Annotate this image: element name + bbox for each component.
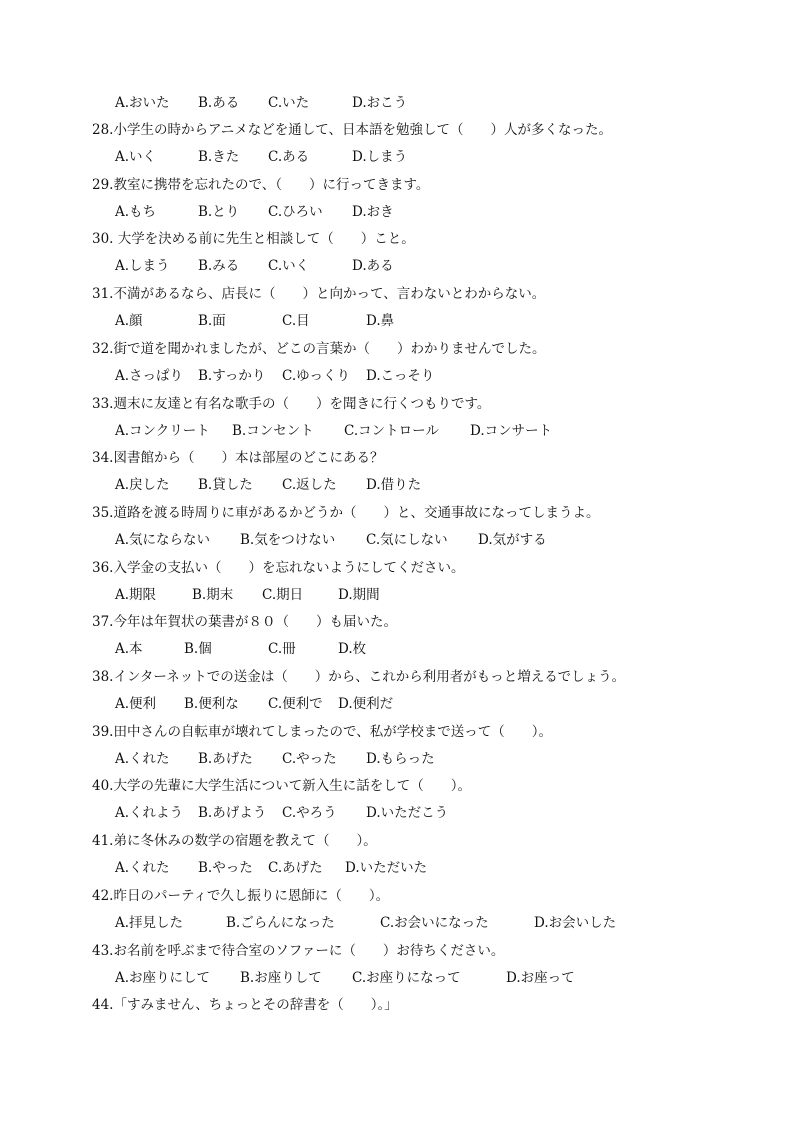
option-b: B.お座りして: [240, 969, 322, 986]
question-stem: 29.教室に携帯を忘れたので、（ ）に行ってきます。: [92, 176, 430, 193]
option-d: D.借りた: [366, 477, 422, 494]
question-stem: 38.インターネットでの送金は（ ）から、これから利用者がもっと増えるでしょう。: [92, 669, 626, 685]
question-stem: 36.入学金の支払い（ ）を忘れないようにしてください。: [92, 559, 465, 576]
option-c: C.返した: [282, 477, 337, 494]
option-a: A.もち: [115, 203, 157, 220]
option-b: B.やった: [198, 860, 253, 877]
option-c: C.ゆっくり: [282, 367, 351, 384]
question-stem: 32.街で道を聞かれましたが、どこの言葉か（ ）わかりませんでした。: [92, 340, 546, 357]
option-c: C.冊: [268, 641, 296, 658]
option-c: C.お会いになった: [380, 914, 489, 931]
question-stem: 42.昨日のパーティで久し振りに恩師に（ ）。: [92, 887, 390, 904]
option-b: B.気をつけない: [240, 531, 336, 548]
option-c: C.いた: [268, 95, 310, 111]
option-b: B.あげよう: [198, 805, 267, 822]
option-d: D.枚: [338, 641, 367, 658]
question-stem: 33.週末に友達と有名な歌手の（ ）を聞きに行くつもりです。: [92, 395, 491, 412]
option-d: D.いただこう: [366, 805, 449, 822]
option-a: A.くれた: [115, 750, 170, 767]
option-d: D.気がする: [478, 531, 547, 548]
question-stem: 41.弟に冬休みの数学の宿題を教えて（ ）。: [92, 833, 377, 850]
option-c: C.あげた: [268, 860, 323, 877]
option-c: C.いく: [268, 258, 310, 275]
option-c: C.目: [282, 313, 310, 330]
option-b: B.コンセント: [232, 422, 314, 439]
option-b: B.あげた: [198, 750, 253, 767]
option-d: D.コンサート: [470, 422, 553, 439]
question-stem: 37.今年は年賀状の葉書が８０（ ）も届いた。: [92, 614, 397, 631]
option-d: D.期間: [338, 586, 380, 603]
option-a: A.コンクリート: [115, 422, 210, 439]
option-a: A.おいた: [115, 95, 170, 111]
option-d: D.もらった: [366, 750, 435, 767]
option-b: B.みる: [198, 258, 240, 275]
option-a: A.拝見した: [115, 914, 184, 931]
option-d: D.お座って: [506, 969, 575, 986]
option-b: B.ごらんになった: [226, 914, 335, 931]
question-stem: 39.田中さんの自転車が壊れてしまったので、私が学校まで送って（ ）。: [92, 723, 552, 740]
question-stem: 34.図書館から（ ）本は部屋のどこにある？: [92, 450, 384, 467]
option-a: A.気にならない: [115, 531, 211, 548]
option-d: D.しまう: [352, 149, 408, 165]
option-b: B.貸した: [198, 477, 253, 494]
option-b: B.きた: [198, 149, 240, 165]
option-a: A.期限: [115, 586, 157, 603]
option-b: B.とり: [198, 203, 240, 220]
option-b: B.ある: [198, 95, 240, 111]
option-d: D.ある: [352, 258, 394, 275]
option-c: C.期日: [262, 586, 304, 603]
option-d: D.こっそり: [366, 367, 435, 384]
option-a: A.くれよう: [115, 805, 184, 822]
option-d: D.おこう: [352, 95, 408, 111]
option-c: C.やった: [282, 750, 337, 767]
question-stem: 43.お名前を呼ぶまで待合室のソファーに（ ）お待ちください。: [92, 942, 505, 959]
option-c: C.気にしない: [366, 531, 448, 548]
option-b: B.すっかり: [198, 367, 266, 384]
option-c: C.やろう: [282, 805, 337, 822]
option-c: C.コントロール: [344, 422, 439, 439]
option-d: D.おき: [352, 203, 394, 220]
option-a: A.いく: [115, 149, 157, 165]
option-c: C.お座りになって: [352, 969, 461, 986]
option-a: A.便利: [115, 696, 157, 712]
question-stem: 35.道路を渡る時周りに車があるかどうか（ ）と、交通事故になってしまうよ。: [92, 504, 600, 521]
option-a: A.しまう: [115, 258, 170, 275]
option-a: A.くれた: [115, 860, 170, 877]
option-d: D.いただいた: [345, 860, 428, 877]
question-stem: 40.大学の先輩に大学生活について新入生に話をして（ ）。: [92, 778, 471, 795]
option-a: A.さっぱり: [115, 367, 184, 384]
option-a: A.お座りにして: [115, 969, 211, 986]
option-b: B.面: [198, 313, 226, 330]
option-d: D.お会いした: [534, 914, 617, 931]
option-c: C.ひろい: [268, 203, 323, 220]
question-stem: 44.「すみません、ちょっとその辞書を（ ）。」: [92, 997, 398, 1014]
option-d: D.鼻: [366, 313, 395, 330]
option-a: A.顔: [115, 313, 143, 330]
option-d: D.便利だ: [338, 696, 394, 712]
question-stem: 31.不満があるなら、店長に（ ）と向かって、言わないとわからない。: [92, 286, 546, 303]
question-stem: 30. 大学を決める前に先生と相談して（ ）こと。: [92, 231, 415, 248]
option-b: B.個: [184, 641, 212, 658]
option-a: A.戻した: [115, 477, 170, 494]
option-a: A.本: [115, 641, 143, 658]
option-c: C.便利で: [268, 696, 323, 712]
option-b: B.期末: [192, 586, 234, 603]
option-b: B.便利な: [184, 696, 239, 712]
option-c: C.ある: [268, 149, 310, 165]
question-stem: 28.小学生の時からアニメなどを通して、日本語を勉強して（ ）人が多くなった。: [92, 122, 613, 138]
